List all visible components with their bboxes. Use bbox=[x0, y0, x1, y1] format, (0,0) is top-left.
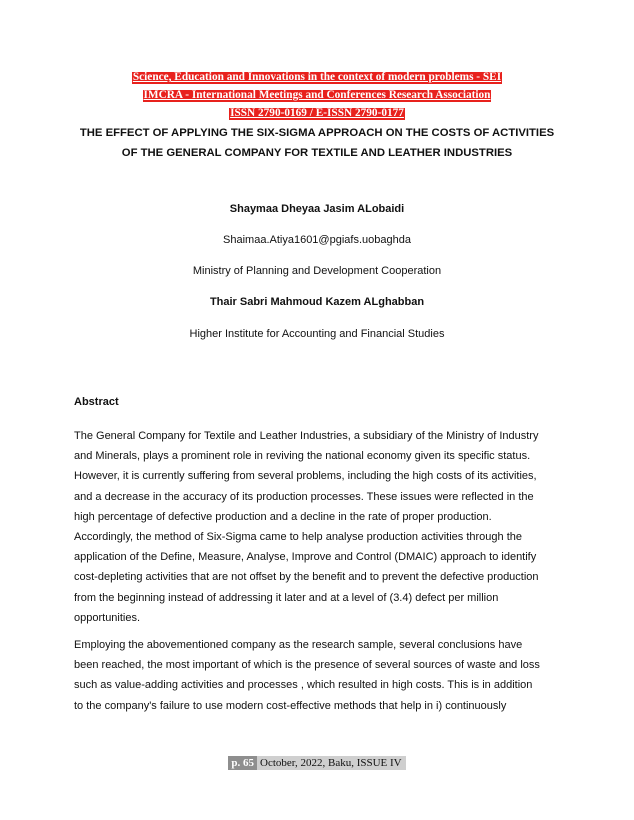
text-line: been reached, the most important of which is the presence of several sources of waste and loss bbox=[74, 659, 540, 672]
paper-title-line1: THE EFFECT OF APPLYING THE SIX-SIGMA APPROACH ON THE COSTS OF ACTIVITIES bbox=[79, 127, 555, 139]
journal-header-line1[interactable]: Science, Education and Innovations in the context of modern problems - SEI bbox=[132, 71, 502, 83]
journal-header bbox=[0, 67, 634, 121]
footer-box bbox=[228, 756, 405, 770]
text-line: opportunities. bbox=[74, 611, 141, 624]
author2-name: Thair Sabri Mahmoud Kazem ALghabban bbox=[209, 296, 425, 308]
text-line: Employing the abovementioned company as the research sample, several conclusions have bbox=[74, 639, 523, 651]
abstract-heading: Abstract bbox=[74, 396, 119, 408]
journal-header-line3[interactable]: ISSN 2790-0169 / E-ISSN 2790-0177 bbox=[230, 107, 404, 119]
paper-title-line2: OF THE GENERAL COMPANY FOR TEXTILE AND LEATHER INDUSTRIES bbox=[121, 147, 513, 159]
abstract-paragraph-1 bbox=[74, 426, 562, 628]
text-line: to the company's failure to use modern cost-effective methods that help in i) continuously bbox=[74, 699, 507, 712]
text-line: The General Company for Textile and Leather Industries, a subsidiary of the Ministry of Industry bbox=[74, 430, 539, 442]
text-line: and Minerals, plays a prominent role in reviving the national economy given its specific status. bbox=[74, 450, 531, 463]
page-number: p. 65 bbox=[228, 756, 257, 770]
footer-text: October, 2022, Baku, ISSUE IV bbox=[260, 757, 402, 769]
author1-affiliation: Ministry of Planning and Development Cooperation bbox=[192, 265, 442, 277]
author1-email[interactable]: Shaimaa.Atiya1601@pgiafs.uobaghda bbox=[223, 234, 411, 246]
author1-name: Shaymaa Dheyaa Jasim ALobaidi bbox=[229, 203, 405, 215]
text-line: from the beginning instead of addressing it later and at a level of (3.4) defect per million bbox=[74, 591, 499, 604]
author2-affiliation: Higher Institute for Accounting and Financial Studies bbox=[189, 328, 445, 340]
text-line: cost-depleting activities that are not offset by the benefit and to prevent the defective production bbox=[74, 571, 539, 584]
text-line: such as value-adding activities and processes , which resulted in high costs. This is in addition bbox=[74, 679, 533, 692]
text-line: and a decrease in the accuracy of its production processes. These issues were reflected in the bbox=[74, 490, 534, 503]
abstract-paragraph-2 bbox=[74, 635, 562, 716]
page-footer bbox=[0, 756, 634, 770]
text-line: However, it is currently suffering from several problems, including the high costs of its activities, bbox=[74, 470, 537, 483]
paper-title bbox=[60, 123, 574, 163]
text-line: Accordingly, the method of Six-Sigma came to help analyse production activities through the bbox=[74, 531, 522, 544]
text-line: application of the Define, Measure, Analyse, Improve and Control (DMAIC) approach to identify bbox=[74, 551, 537, 564]
journal-header-line2[interactable]: IMCRA - International Meetings and Conferences Research Association bbox=[143, 89, 491, 101]
text-line: high percentage of defective production and a decline in the rate of proper production. bbox=[74, 510, 492, 523]
